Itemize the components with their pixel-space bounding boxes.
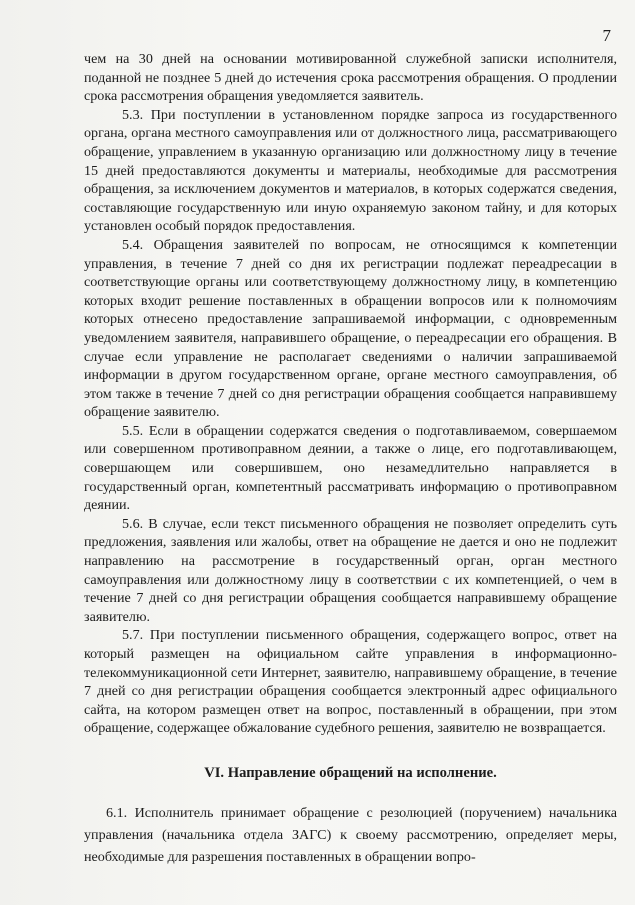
paragraph-continuation: чем на 30 дней на основании мотивированной служебной записки исполнителя, поданной не позднее 5 дней до истечения срока рассмотрения обращения. О продлении срока рассмотрения обращения уведомляется заявитель. [84,51,617,105]
paragraph-6-1: 6.1. Исполнитель принимает обращение с резолюцией (поручением) начальника управления (начальника отдела ЗАГС) к своему рассмотрению, определяет меры, необходимые для разрешения поставленных в обращении вопро- [84,804,617,865]
document-body [84,50,617,868]
section-heading: VI. Направление обращений на исполнение. [204,764,497,781]
page-number: 7 [602,26,611,45]
paragraph-5-7: 5.7. При поступлении письменного обращения, содержащего вопрос, ответ на который размещен на официальном сайте управления в информационно-телекоммуникационной сети Интернет, заявителю, направившему обращение, в течение 7 дней со дня регистрации обращения сообщается электронный адрес официального сайта, на котором размещен ответ на вопрос, поставленный в обращении, при этом обращение, содержащее обжалование судебного решения, заявителю не возвращается. [84,627,617,737]
paragraph-5-4: 5.4. Обращения заявителей по вопросам, не относящимся к компетенции управления, в течение 7 дней со дня их регистрации подлежат переадресации в соответствующие органы или соответствующему должностному лицу, в компетенцию которых входит решение поставленных в обращении вопросов или к полномочиям которых отнесено предоставление запрашиваемой информации, с одновременным уведомлением заявителя, направившего обращение, о переадресации его обращения. В случае если управление не располагает сведениями о наличии запрашиваемой информации в другом государственном органе, органе местного самоуправления, об этом также в течение 7 дней со дня регистрации обращения сообщается направившему обращение заявителю. [84,236,617,421]
paragraph-5-5: 5.5. Если в обращении содержатся сведения о подготавливаемом, совершаемом или совершенном противоправном деянии, а также о лице, его подготавливающем, совершающем или совершившем, оно незамедлительно направляется в государственный орган, компетентный рассматривать информацию о противоправном деянии. [84,422,617,514]
paragraph-5-3: 5.3. При поступлении в установленном порядке запроса из государственного органа, органа местного самоуправления или от должностного лица, рассматривающего обращение, управлением в указанную организацию или должностному лицу в течение 15 дней предоставляются документы и материалы, необходимые для рассмотрения обращения, за исключением документов и материалов, в которых содержатся сведения, составляющие государственную или иную охраняемую законом тайну, и для которых установлен особый порядок предоставления. [84,106,617,235]
paragraph-5-6: 5.6. В случае, если текст письменного обращения не позволяет определить суть предложения, заявления или жалобы, ответ на обращение не дается и оно не подлежит направлению на рассмотрение в государственный орган, орган местного самоуправления или должностному лицу в соответствии с их компетенцией, о чем в течение 7 дней со дня регистрации обращения сообщается направившему обращение заявителю. [84,515,617,625]
